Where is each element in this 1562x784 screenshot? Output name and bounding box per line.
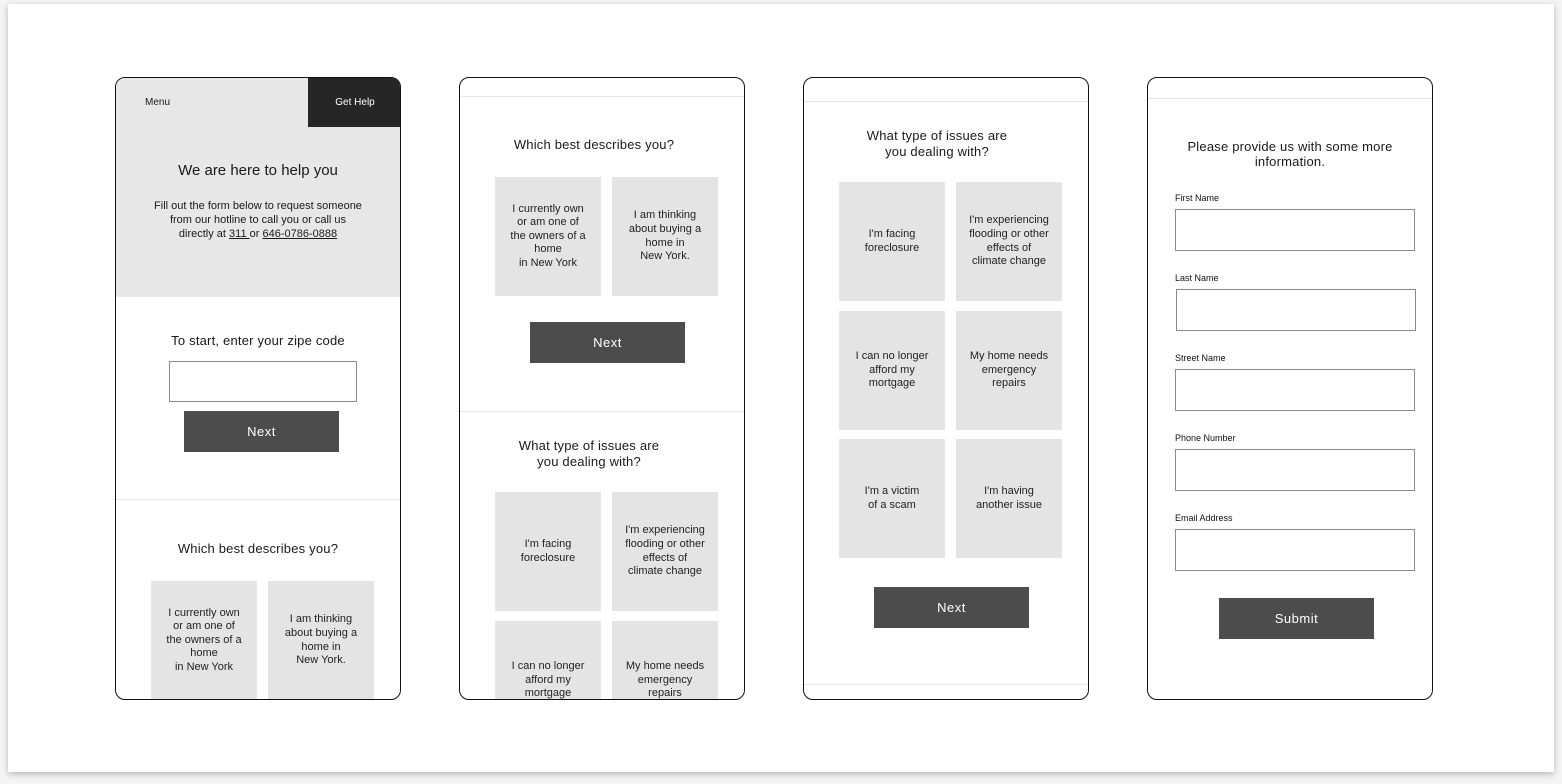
issue-flooding[interactable]: I'm experiencing flooding or other effects of climate change (612, 492, 718, 611)
issues-title-line-1: What type of issues are (866, 128, 1008, 143)
issues-title (459, 438, 731, 470)
street-name-label: Street Name (1175, 353, 1226, 363)
issues-title-line-1: What type of issues are (518, 438, 660, 453)
zip-input[interactable] (169, 361, 357, 402)
issue-other[interactable]: I'm having another issue (956, 439, 1062, 558)
top-divider (460, 96, 744, 97)
hero-line-1: Fill out the form below to request someone (154, 200, 362, 212)
hero-description (116, 199, 400, 241)
section-divider (116, 499, 400, 500)
hero-section (116, 127, 400, 297)
bottom-divider (804, 684, 1088, 685)
get-help-button[interactable]: Get Help (308, 78, 401, 127)
last-name-input[interactable] (1176, 289, 1416, 331)
issues-title-line-2: you dealing with? (537, 454, 641, 469)
issues-title-line-2: you dealing with? (885, 144, 989, 159)
section-divider (460, 411, 744, 412)
issue-scam[interactable]: I'm a victim of a scam (839, 439, 945, 558)
zip-next-button[interactable]: Next (184, 411, 339, 452)
issue-repairs[interactable]: My home needs emergency repairs (612, 621, 718, 700)
option-buying-home[interactable]: I am thinking about buying a home in New York. (612, 177, 718, 296)
top-divider (804, 101, 1088, 102)
option-buying-home[interactable]: I am thinking about buying a home in New York. (268, 581, 374, 700)
issue-foreclosure[interactable]: I'm facing foreclosure (839, 182, 945, 301)
hero-line-2: from our hotline to call you or call us (169, 214, 347, 226)
issue-flooding[interactable]: I'm experiencing flooding or other effects of climate change (956, 182, 1062, 301)
first-name-input[interactable] (1175, 209, 1415, 251)
describe-title: Which best describes you? (177, 541, 339, 556)
describe-next-button[interactable]: Next (530, 322, 685, 363)
phone-number-input[interactable] (1175, 449, 1415, 491)
describe-title: Which best describes you? (513, 137, 675, 152)
form-title (1148, 139, 1432, 169)
top-nav (116, 78, 400, 127)
street-name-input[interactable] (1175, 369, 1415, 411)
screen-contact-form (1147, 77, 1433, 700)
top-divider (1148, 98, 1432, 99)
screen-issues (803, 77, 1089, 700)
option-current-owner[interactable]: I currently own or am one of the owners of a home in New York (495, 177, 601, 296)
hero-line-3-prefix: directly at (178, 228, 230, 240)
issue-foreclosure[interactable]: I'm facing foreclosure (495, 492, 601, 611)
option-current-owner[interactable]: I currently own or am one of the owners of a home in New York (151, 581, 257, 700)
hero-line-3 (116, 227, 400, 241)
issues-next-button[interactable]: Next (874, 587, 1029, 628)
first-name-label: First Name (1175, 193, 1220, 203)
menu-button[interactable]: Menu (116, 78, 308, 127)
last-name-label: Last Name (1175, 273, 1219, 283)
form-title-line-1: Please provide us with some more (1187, 139, 1393, 154)
screen-start (115, 77, 401, 700)
screen-describe (459, 77, 745, 700)
submit-button[interactable]: Submit (1219, 598, 1374, 639)
issue-repairs[interactable]: My home needs emergency repairs (956, 311, 1062, 430)
email-address-input[interactable] (1175, 529, 1415, 571)
hero-line-3-or: or (249, 228, 263, 240)
issue-mortgage[interactable]: I can no longer afford my mortgage (839, 311, 945, 430)
hotline-phone-link[interactable]: 646-0786-0888 (262, 228, 338, 240)
email-address-label: Email Address (1175, 513, 1233, 523)
hero-title: We are here to help you (178, 162, 338, 179)
zip-title: To start, enter your zipe code (171, 333, 345, 348)
form-title-line-2: information. (1254, 154, 1326, 169)
phone-number-label: Phone Number (1175, 433, 1236, 443)
issues-title (803, 128, 1079, 160)
hotline-311-link[interactable]: 311 (229, 228, 250, 240)
issue-mortgage[interactable]: I can no longer afford my mortgage (495, 621, 601, 700)
